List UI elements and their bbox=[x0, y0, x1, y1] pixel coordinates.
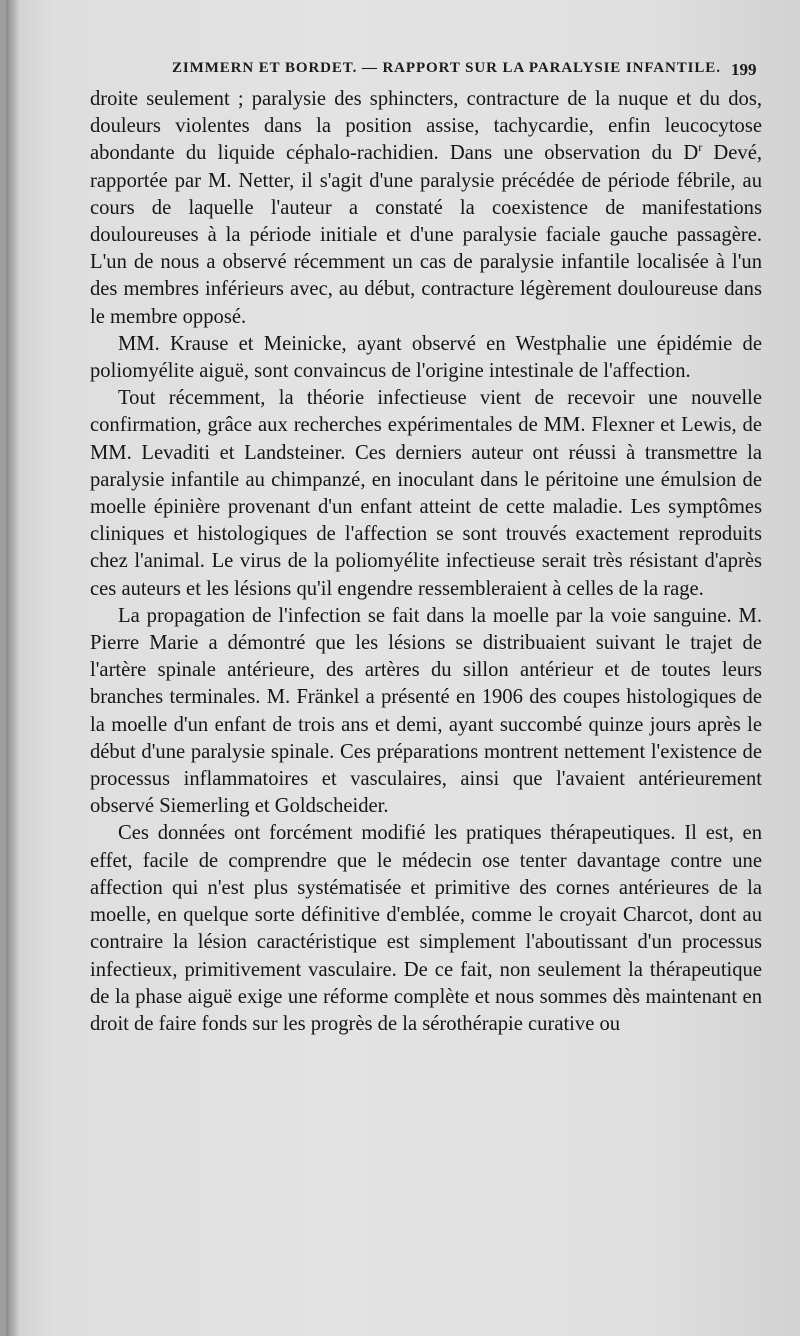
superscript-r: r bbox=[698, 140, 703, 155]
gutter-shadow bbox=[6, 0, 20, 1336]
paragraph: Ces données ont forcément modifié les pratiques thérapeutiques. Il est, en effet, facile de comprendre que le médecin ose tenter davantage contre une affection qui n'est plus systématisée et primitive des cornes antérieures de la moelle, en quelque sorte définitive d'emblée, comme le croyait Charcot, dont au contraire la lésion caractéristique est simplement l'aboutissant d'un processus infectieux, primitivement vasculaire. De ce fait, non seulement la thérapeutique de la phase aiguë exige une réforme complète et nous sommes dès maintenant en droit de faire fonds sur les progrès de la sérothérapie curative ou bbox=[90, 822, 762, 1035]
page-number: 199 bbox=[731, 60, 757, 79]
running-title: ZIMMERN ET BORDET. — RAPPORT SUR LA PARALYSIE INFANTILE. bbox=[172, 60, 721, 76]
running-head bbox=[6, 60, 800, 84]
paragraph-continued bbox=[90, 86, 762, 331]
paragraph-text-part-1: droite seulement ; paralysie des sphincters, contracture de la nuque et du dos, douleurs violentes dans la position assise, tachycardie, enfin leucocytose abondante du liquide céphalo-rachidien. Dans une observation du D bbox=[90, 88, 762, 165]
paragraph: La propagation de l'infection se fait dans la moelle par la voie sanguine. M. Pierre Marie a démontré que les lésions se distribuaient suivant le trajet de l'artère spinale antérieure, des artères du sillon antérieur et de toutes leurs branches terminales. M. Fränkel a présenté en 1906 des coupes histologiques de la moelle d'un enfant de trois ans et demi, ayant succombé quinze jours après le début d'une paralysie spinale. Ces préparations montrent nettement l'existence de processus inflammatoires et vasculaires, ainsi que l'avaient antérieurement observé Siemerling et Goldscheider. bbox=[90, 604, 762, 818]
book-page bbox=[6, 0, 800, 1336]
paragraph-text-part-2: Devé, rapportée par M. Netter, il s'agit d'une paralysie précédée de période fébrile, au cours de laquelle l'auteur a constaté la coexistence de manifestations douloureuses à la période initiale et d'une paralysie faciale gauche passagère. L'un de nous a observé récemment un cas de paralysie infantile localisée à l'un des membres inférieurs avec, au début, contracture légèrement douloureuse dans le membre opposé. bbox=[90, 142, 762, 328]
paragraph: MM. Krause et Meinicke, ayant observé en Westphalie une épidémie de poliomyélite aiguë, sont convaincus de l'origine intestinale de l'affection. bbox=[90, 332, 762, 383]
body-text bbox=[90, 86, 762, 1038]
paragraph: Tout récemment, la théorie infectieuse vient de recevoir une nouvelle confirmation, grâce aux recherches expérimentales de MM. Flexner et Lewis, de MM. Levaditi et Landsteiner. Ces derniers auteur ont réussi à transmettre la paralysie infantile au chimpanzé, en inoculant dans le péritoine une émulsion de moelle épinière provenant d'un enfant atteint de cette maladie. Les symptômes cliniques et histologiques de l'affection se sont trouvés exactement reproduits chez l'animal. Le virus de la poliomyélite infectieuse serait très résistant d'après ces auteurs et les lésions qu'il engendre ressembleraient à celles de la rage. bbox=[90, 387, 762, 600]
